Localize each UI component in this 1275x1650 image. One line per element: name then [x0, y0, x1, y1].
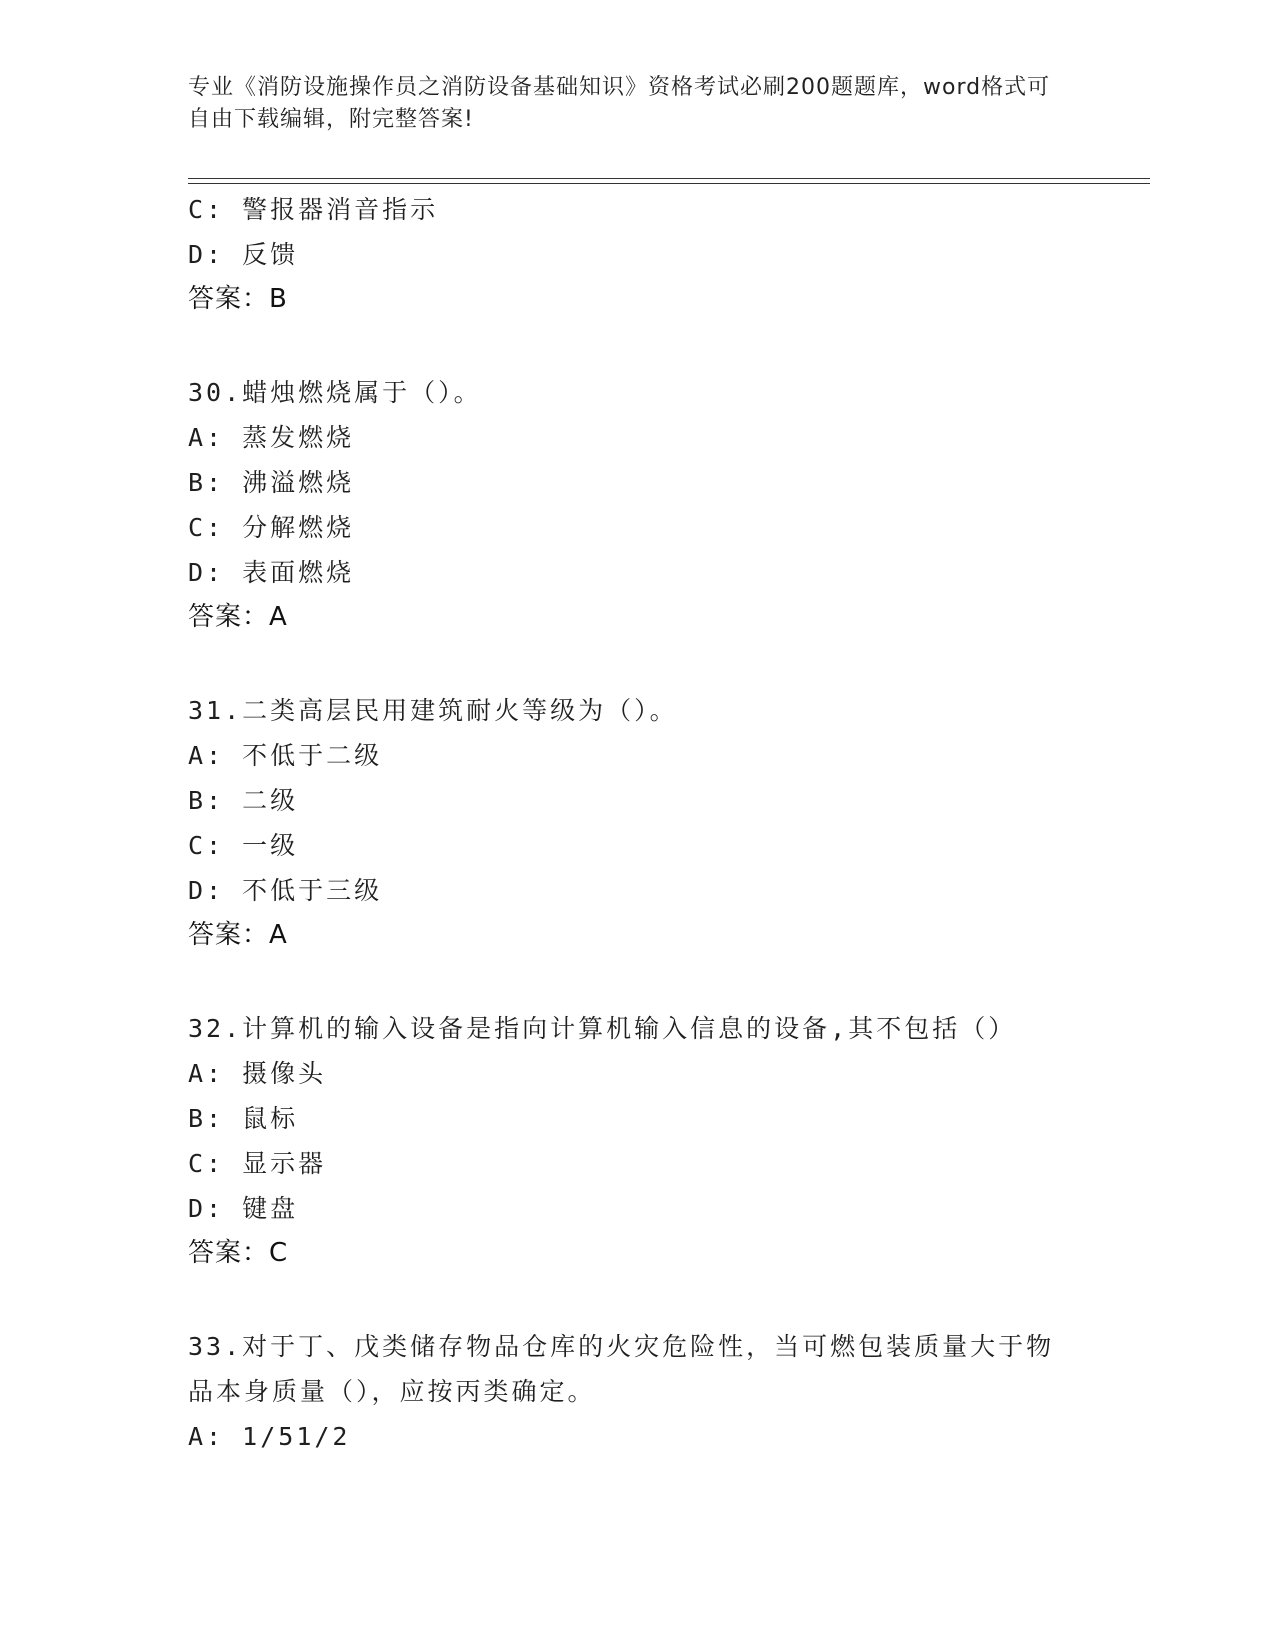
option-prefix: C:: [188, 195, 225, 224]
header-divider-top: [188, 178, 1150, 179]
spacer: [188, 1276, 1088, 1324]
option-d: [188, 1186, 1088, 1231]
option-prefix: B:: [188, 1104, 225, 1133]
answer-line: 答案：A: [188, 920, 288, 950]
option-c: [188, 823, 1088, 868]
option-d: [188, 868, 1088, 913]
question-31: [188, 688, 1088, 958]
option-prefix: C:: [188, 1149, 225, 1178]
answer-line: 答案：A: [188, 602, 288, 632]
option-b: [188, 1096, 1088, 1141]
answer-line: 答案：C: [188, 1238, 289, 1268]
spacer: [188, 640, 1088, 688]
option-a: [188, 733, 1088, 778]
option-text: 警报器消音指示: [242, 195, 439, 224]
option-d: [188, 232, 1088, 277]
option-prefix: A:: [188, 741, 225, 770]
option-prefix: A:: [188, 423, 225, 452]
option-d: [188, 550, 1088, 595]
spacer: [188, 958, 1088, 1006]
question-stem: 32.计算机的输入设备是指向计算机输入信息的设备,其不包括（）: [188, 1014, 1017, 1043]
option-text: 沸溢燃烧: [242, 468, 355, 497]
option-text: 鼠标: [242, 1104, 299, 1133]
option-c: [188, 1141, 1088, 1186]
spacer: [188, 322, 1088, 370]
option-text: 不低于二级: [242, 741, 383, 770]
option-text: 反馈: [242, 240, 299, 269]
partial-question: [188, 187, 1088, 322]
option-text: 分解燃烧: [242, 513, 355, 542]
option-prefix: D:: [188, 876, 225, 905]
question-32: [188, 1006, 1088, 1276]
option-text: 表面燃烧: [242, 558, 355, 587]
option-text: 蒸发燃烧: [242, 423, 355, 452]
option-text: 显示器: [242, 1149, 327, 1178]
document-intro: 专业《消防设施操作员之消防设备基础知识》资格考试必刷200题题库，word格式可自由下载编辑，附完整答案!: [188, 75, 1051, 132]
option-prefix: D:: [188, 1194, 225, 1223]
option-prefix: A:: [188, 1422, 225, 1451]
question-stem: 30.蜡烛燃烧属于（）。: [188, 378, 482, 407]
option-text: 摄像头: [242, 1059, 327, 1088]
option-c: [188, 187, 1088, 232]
question-stem: 33.对于丁、戊类储存物品仓库的火灾危险性，当可燃包装质量大于物品本身质量（），应按丙类确定。: [188, 1332, 1055, 1406]
header-divider-bottom: [188, 183, 1150, 184]
option-b: [188, 778, 1088, 823]
option-c: [188, 505, 1088, 550]
option-text: 一级: [242, 831, 299, 860]
question-list: [188, 187, 1088, 1459]
answer-line: 答案：B: [188, 284, 288, 314]
option-prefix: D:: [188, 558, 225, 587]
question-33: [188, 1324, 1088, 1459]
question-30: [188, 370, 1088, 640]
option-text: 二级: [242, 786, 299, 815]
option-prefix: A:: [188, 1059, 225, 1088]
option-a: [188, 1051, 1088, 1096]
option-prefix: D:: [188, 240, 225, 269]
option-a: [188, 415, 1088, 460]
question-stem: 31.二类高层民用建筑耐火等级为（）。: [188, 696, 678, 725]
option-prefix: C:: [188, 513, 225, 542]
option-a: [188, 1414, 1088, 1459]
option-text: 不低于三级: [242, 876, 383, 905]
option-text: 1/51/2: [242, 1422, 351, 1451]
option-prefix: C:: [188, 831, 225, 860]
option-text: 键盘: [242, 1194, 299, 1223]
option-b: [188, 460, 1088, 505]
option-prefix: B:: [188, 786, 225, 815]
option-prefix: B:: [188, 468, 225, 497]
